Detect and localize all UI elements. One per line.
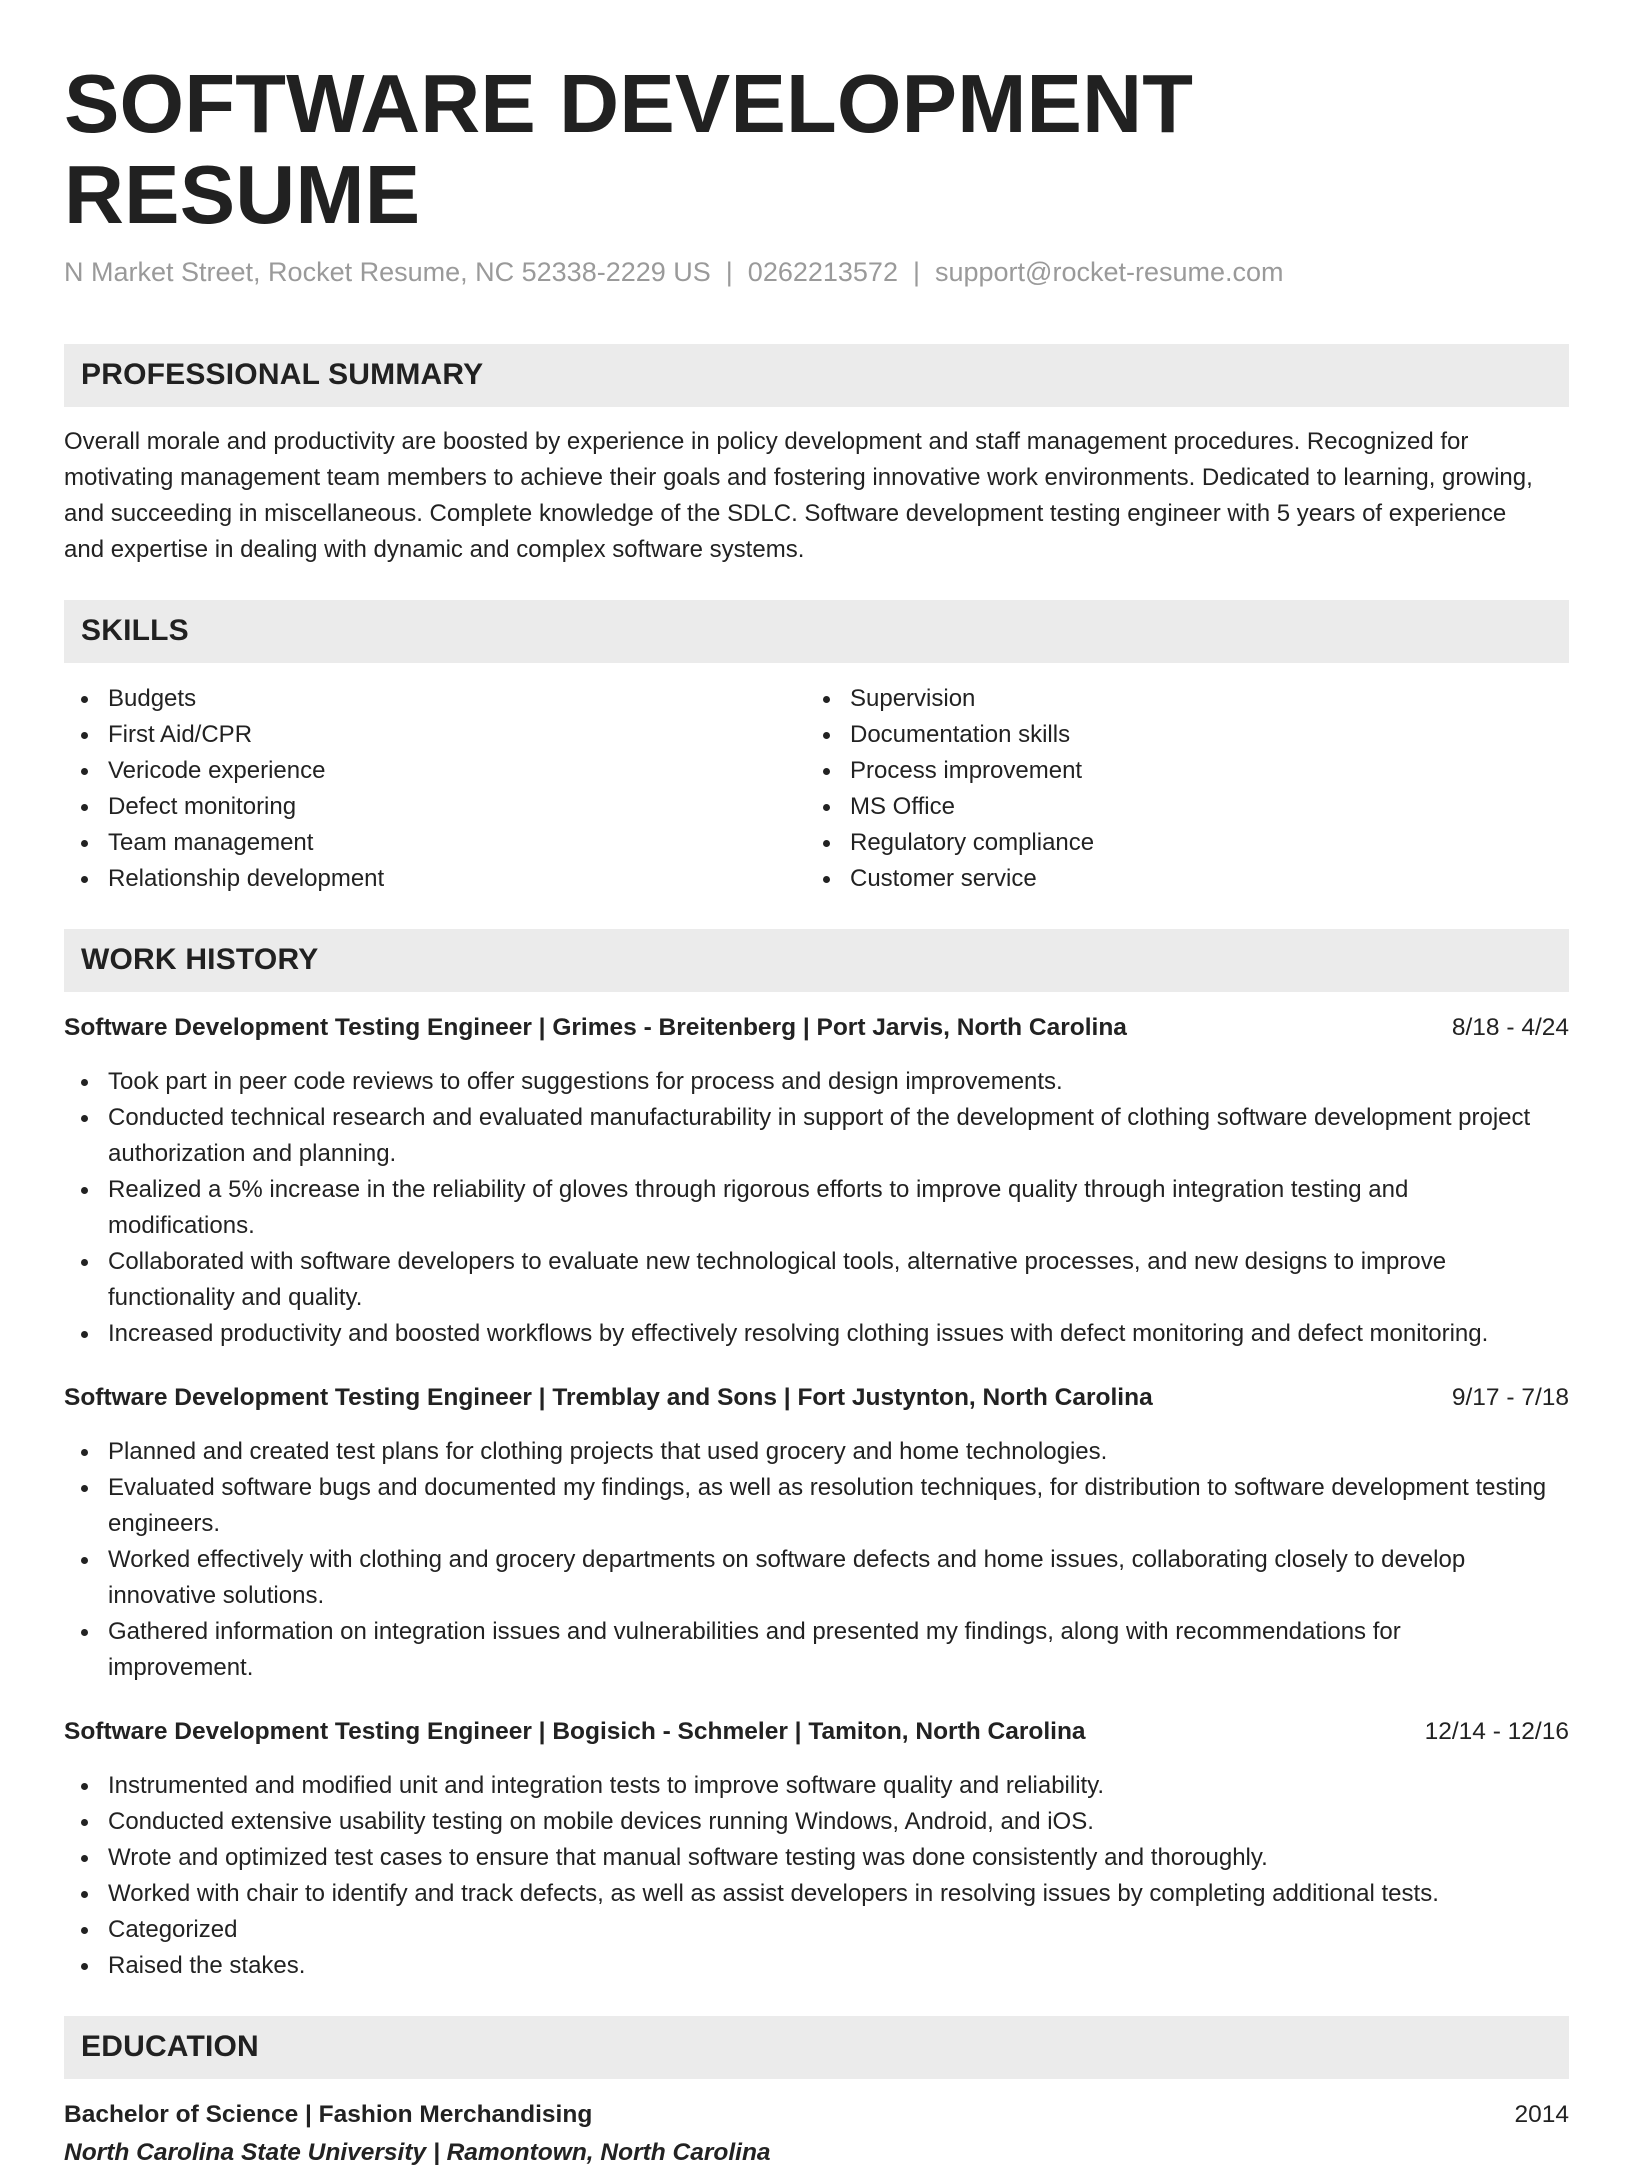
job-title: Software Development Testing Engineer | Tremblay and Sons | Fort Justynton, North Carolina xyxy=(64,1383,1153,1411)
education-entry xyxy=(64,2097,1569,2171)
skill-item: Process improvement xyxy=(806,753,1548,789)
job-bullet: Conducted extensive usability testing on mobile devices running Windows, Android, and iOS. xyxy=(64,1804,1549,1840)
contact-separator: | xyxy=(912,256,920,287)
job-dates: 9/17 - 7/18 xyxy=(1451,1383,1569,1411)
contact-separator: | xyxy=(725,256,733,287)
education-year: 2014 xyxy=(1514,2100,1569,2128)
skills-list xyxy=(64,681,1569,897)
skill-item: Defect monitoring xyxy=(64,789,806,825)
contact-address: N Market Street, Rocket Resume, NC 52338-2229 US xyxy=(64,256,711,287)
skill-item: MS Office xyxy=(806,789,1548,825)
education-degree: Bachelor of Science | Fashion Merchandising xyxy=(64,2100,593,2128)
job-bullet: Increased productivity and boosted workflows by effectively resolving clothing issues with defect monitoring and defect monitoring. xyxy=(64,1316,1549,1352)
job-bullet: Took part in peer code reviews to offer suggestions for process and design improvements. xyxy=(64,1064,1549,1100)
job-bullet: Evaluated software bugs and documented my findings, as well as resolution techniques, for distribution to software development testing engineers. xyxy=(64,1470,1549,1542)
job-bullets xyxy=(64,1768,1569,1984)
job-bullet: Collaborated with software developers to evaluate new technological tools, alternative processes, and new designs to improve functionality and quality. xyxy=(64,1244,1549,1316)
job-bullets xyxy=(64,1064,1569,1352)
job-bullet: Realized a 5% increase in the reliability of gloves through rigorous efforts to improve quality through integration testing and modifications. xyxy=(64,1172,1549,1244)
skills-column-left xyxy=(64,681,806,897)
skill-item: Customer service xyxy=(806,861,1548,897)
job-header xyxy=(64,1714,1569,1750)
contact-line xyxy=(64,255,1569,290)
job-bullet: Planned and created test plans for clothing projects that used grocery and home technologies. xyxy=(64,1434,1549,1470)
skill-item: Regulatory compliance xyxy=(806,825,1548,861)
job-bullet: Wrote and optimized test cases to ensure that manual software testing was done consistently and thoroughly. xyxy=(64,1840,1549,1876)
job-dates: 8/18 - 4/24 xyxy=(1451,1013,1569,1041)
job-dates: 12/14 - 12/16 xyxy=(1424,1717,1569,1745)
job-entry xyxy=(64,1010,1569,1352)
section-header-skills: SKILLS xyxy=(64,600,1569,663)
job-bullets xyxy=(64,1434,1569,1686)
job-title: Software Development Testing Engineer | Bogisich - Schmeler | Tamiton, North Carolina xyxy=(64,1717,1086,1745)
skill-item: Documentation skills xyxy=(806,717,1548,753)
contact-email: support@rocket-resume.com xyxy=(934,256,1284,287)
job-header xyxy=(64,1010,1569,1046)
contact-phone: 0262213572 xyxy=(747,256,898,287)
resume-title: SOFTWARE DEVELOPMENT RESUME xyxy=(64,57,1194,242)
job-bullet: Instrumented and modified unit and integration tests to improve software quality and reliability. xyxy=(64,1768,1549,1804)
job-bullet: Conducted technical research and evaluated manufacturability in support of the development of clothing software development project authorization and planning. xyxy=(64,1100,1549,1172)
job-entry xyxy=(64,1714,1569,1984)
skill-item: Supervision xyxy=(806,681,1548,717)
job-bullet: Categorized xyxy=(64,1912,1549,1948)
job-bullet: Raised the stakes. xyxy=(64,1948,1549,1984)
skills-column-right xyxy=(806,681,1548,897)
section-header-summary: PROFESSIONAL SUMMARY xyxy=(64,344,1569,407)
job-title: Software Development Testing Engineer | Grimes - Breitenberg | Port Jarvis, North Carolina xyxy=(64,1013,1127,1041)
job-bullet: Gathered information on integration issues and vulnerabilities and presented my findings, along with recommendations for improvement. xyxy=(64,1614,1549,1686)
section-header-work-history: WORK HISTORY xyxy=(64,929,1569,992)
skill-item: Team management xyxy=(64,825,806,861)
education-institution: North Carolina State University | Ramontown, North Carolina xyxy=(64,2138,771,2166)
skill-item: Budgets xyxy=(64,681,806,717)
skill-item: Relationship development xyxy=(64,861,806,897)
summary-text: Overall morale and productivity are boosted by experience in policy development and staff management procedures. Recognized for motivating management team members to achieve their goals and fostering innovative work environments. Dedicated to learning, growing, and succeeding in miscellaneous. Complete knowledge of the SDLC. Software development testing engineer with 5 years of experience and expertise in dealing with dynamic and complex software systems. xyxy=(64,427,1533,563)
section-header-education: EDUCATION xyxy=(64,2016,1569,2079)
job-entry xyxy=(64,1380,1569,1686)
education-header xyxy=(64,2097,1569,2133)
job-bullet: Worked effectively with clothing and grocery departments on software defects and home issues, collaborating closely to develop innovative solutions. xyxy=(64,1542,1549,1614)
skill-item: First Aid/CPR xyxy=(64,717,806,753)
skill-item: Vericode experience xyxy=(64,753,806,789)
job-bullet: Worked with chair to identify and track defects, as well as assist developers in resolving issues by completing additional tests. xyxy=(64,1876,1549,1912)
job-header xyxy=(64,1380,1569,1416)
